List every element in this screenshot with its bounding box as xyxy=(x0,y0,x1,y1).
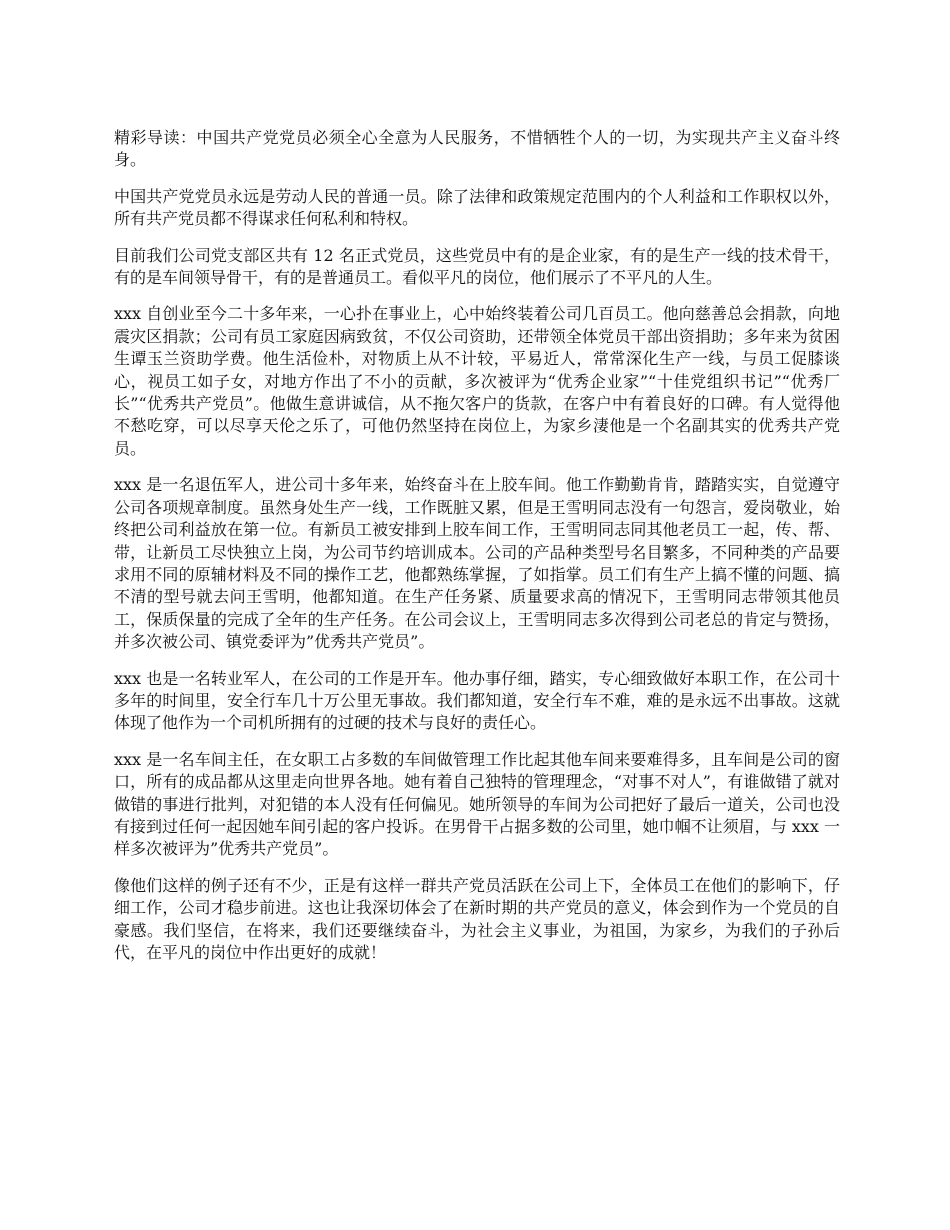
paragraph-workshop-director-profile: xxx 是一名车间主任，在女职工占多数的车间做管理工作比起其他车间来要难得多，且车间是公司的窗口，所有的成品都从这里走向世界各地。她有着自己独特的管理理念，“对事不对人”，有谁做错了就对做错的事进行批判，对犯错的本人没有任何偏见。她所领导的车间为公司把好了最后一道关，公司也没有接到过任何一起因她车间引起的客户投诉。在男骨干占据多数的公司里，她巾帼不让须眉，与 xxx 一样多次被评为”优秀共产党员”。 xyxy=(114,749,840,859)
paragraph-entrepreneur-profile: xxx 自创业至今二十多年来，一心扑在事业上，心中始终装着公司几百员工。他向慈善总会捐款，向地震灾区捐款；公司有员工家庭因病致贫，不仅公司资助，还带领全体党员干部出资捐助；多年来为贫困生谭玉兰资助学费。他生活俭朴，对物质上从不计较，平易近人，常常深化生产一线，与员工促膝谈心，视员工如子女，对地方作出了不小的贡献，多次被评为“优秀企业家”“十佳党组织书记”“优秀厂长”“优秀共产党员”。他做生意讲诚信，从不拖欠客户的货款，在客户中有着良好的口碑。有人觉得他不愁吃穿，可以尽享天伦之乐了，可他仍然坚持在岗位上，为家乡淒他是一个名副其实的优秀共产党员。 xyxy=(114,304,840,458)
paragraph-veteran-worker-profile: xxx 是一名退伍军人，进公司十多年来，始终奋斗在上胶车间。他工作勤勤肯肯，踏踏实实，自觉遵守公司各项规章制度。虽然身处生产一线，工作既脏又累，但是王雪明同志没有一句怨言，爱岗敬业，始终把公司利益放在第一位。有新员工被安排到上胶车间工作，王雪明同志同其他老员工一起，传、帮、带，让新员工尽快独立上岗，为公司节约培训成本。公司的产品种类型号名目繁多，不同种类的产品要求用不同的原辅材料及不同的操作工艺，他都熟练掌握，了如指掌。员工们有生产上搞不懂的问题、搞不清的型号就去问王雪明，他都知道。在生产任务紧、质量要求高的情况下，王雪明同志带领其他员工，保质保量的完成了全年的生产任务。在公司会议上，王雪明同志多次得到公司老总的肯定与赞扬，并多次被公司、镇党委评为”优秀共产党员”。 xyxy=(114,475,840,652)
intro-paragraph: 精彩导读：中国共产党党员必须全心全意为人民服务，不惜牺牲个人的一切，为实现共产主义奋斗终身。 xyxy=(114,128,840,170)
paragraph-branch-overview: 目前我们公司党支部区共有 12 名正式党员，这些党员中有的是企业家，有的是生产一线的技术骨干，有的是车间领导骨干，有的是普通员工。看似平凡的岗位，他们展示了不平凡的人生。 xyxy=(114,245,840,288)
document-body xyxy=(114,127,840,978)
paragraph-conclusion: 像他们这样的例子还有不少，正是有这样一群共产党员活跃在公司上下，全体员工在他们的影响下，仔细工作，公司才稳步前进。这也让我深切体会了在新时期的共产党员的意义，体会到作为一个党员的自豪感。我们坚信，在将来，我们还要继续奋斗，为社会主义事业，为祖国，为家乡，为我们的子孙后代，在平凡的岗位中作出更好的成就！ xyxy=(114,875,840,962)
paragraph-driver-profile: xxx 也是一名转业军人，在公司的工作是开车。他办事仔细，踏实，专心细致做好本职工作，在公司十多年的时间里，安全行车几十万公里无事故。我们都知道，安全行车不难，难的是永远不出事故。这就体现了他作为一个司机所拥有的过硬的技术与良好的责任心。 xyxy=(114,668,840,733)
paragraph-party-member-principle: 中国共产党党员永远是劳动人民的普通一员。除了法律和政策规定范围内的个人利益和工作职权以外，所有共产党员都不得谋求任何私利和特权。 xyxy=(114,186,840,229)
